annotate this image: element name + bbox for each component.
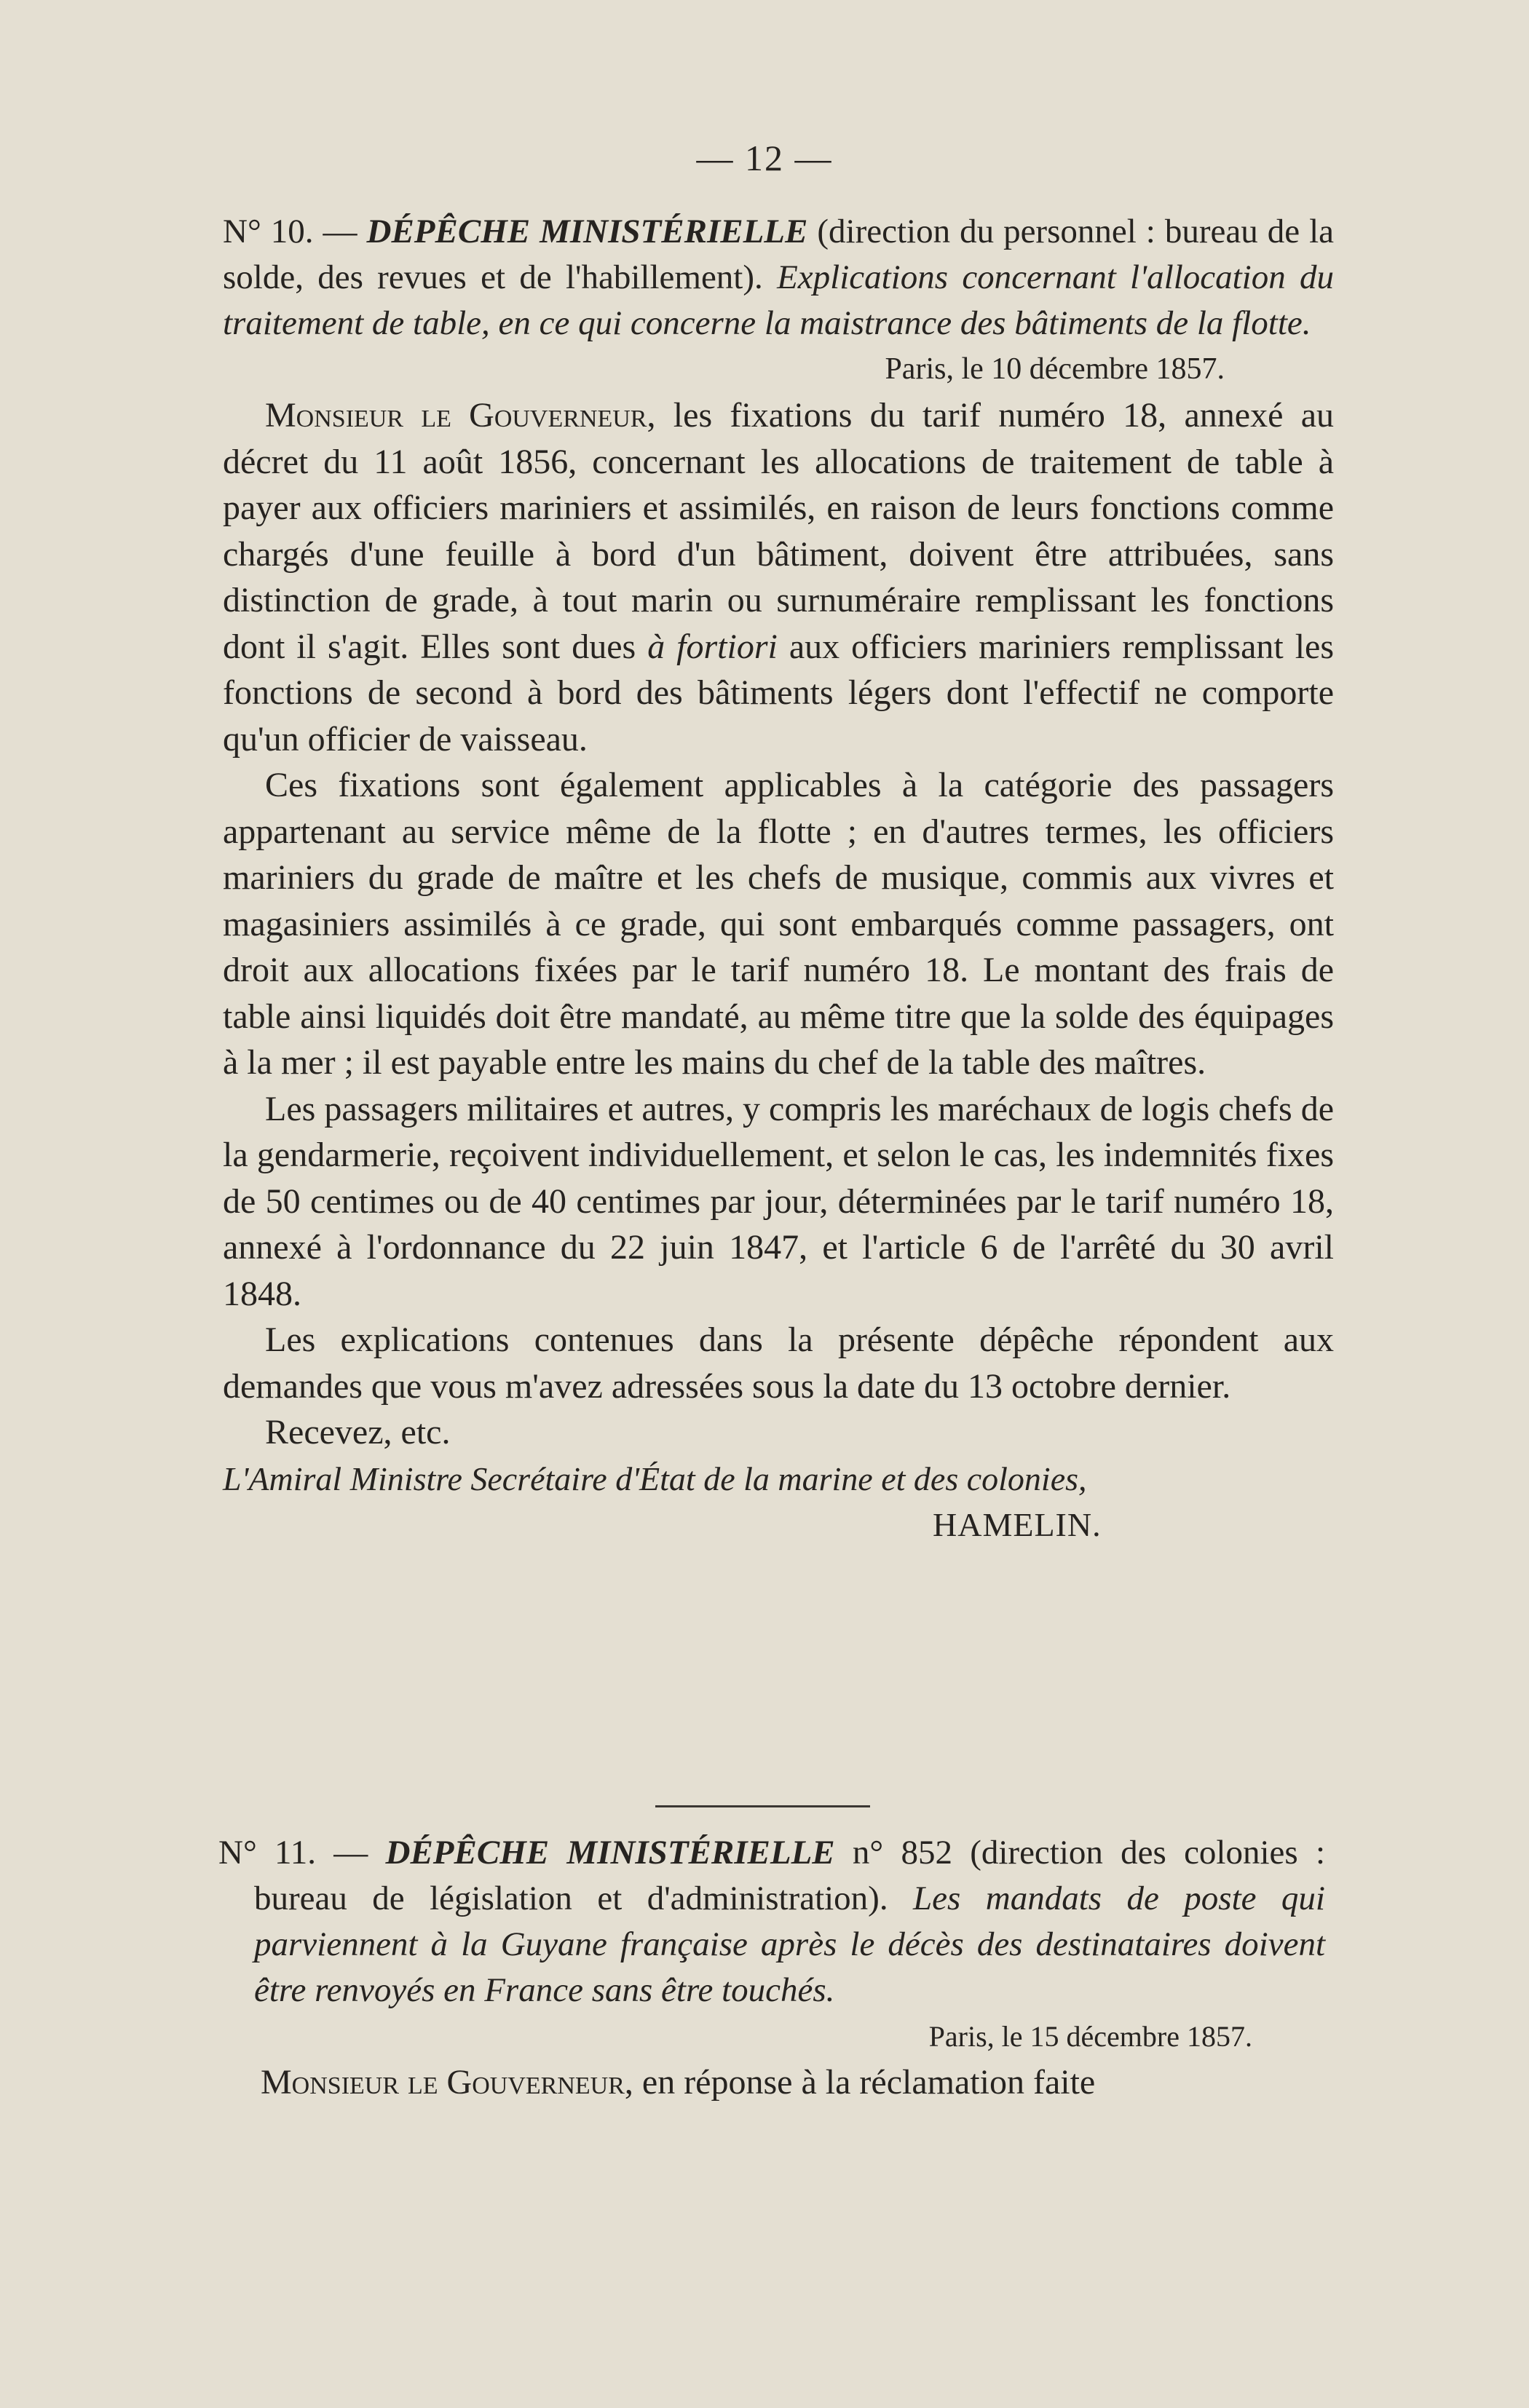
entry-10-signature-title: L'Amiral Ministre Secrétaire d'État de la marine et des colonies, bbox=[223, 1460, 1087, 1497]
entry-10-direction: (direction du personnel : bureau de la solde, des revues et de l'habillement). bbox=[223, 213, 1334, 296]
entry-11-opening-text: en réponse à la réclamation faite bbox=[641, 2063, 1096, 2102]
entry-11-salutation: Monsieur le Gouverneur, bbox=[261, 2063, 633, 2102]
entry-11-direction: n° 852 (direction des colonies : bureau de législation et d'administration). bbox=[254, 1834, 1326, 1917]
entry-10 bbox=[223, 209, 1334, 1548]
entry-10-paragraph-1 bbox=[223, 392, 1334, 762]
entry-10-latin-phrase: à fortiori bbox=[647, 627, 778, 666]
entry-11-title: DÉPÊCHE MINISTÉRIELLE bbox=[385, 1834, 835, 1872]
entry-10-paragraph-2: Ces fixations sont également applicables à la catégorie des passagers appartenant au service même de la flotte ; en d'autres termes, les officiers mariniers du grade de maître et les chefs de musique, commis aux vivres et magasiniers assimilés à ce grade, qui sont embarqués comme passagers, ont droit aux allocations fixées par le tarif numéro 18. Le montant des frais de table ainsi liquidés doit être mandaté, au même titre que la solde des équipages à la mer ; il est payable entre les mains du chef de la table des maîtres. bbox=[223, 766, 1334, 1082]
entry-10-closing: Recevez, etc. bbox=[265, 1413, 451, 1451]
entry-11-subject: Les mandats de poste qui parviennent à la Guyane française après le décès des destinataires doivent être renvoyés en France sans être touchés. bbox=[254, 1880, 1325, 2009]
entry-10-subject: Explications concernant l'allocation du traitement de table, en ce qui concerne la maistrance des bâtiments de la flotte. bbox=[223, 258, 1335, 342]
entry-11-dateline: Paris, le 15 décembre 1857. bbox=[928, 2020, 1252, 2053]
entry-10-paragraph-4: Les explications contenues dans la présente dépêche répondent aux demandes que vous m'avez adressées sous la date du 13 octobre dernier. bbox=[223, 1320, 1334, 1406]
entry-11 bbox=[218, 1830, 1325, 2106]
entry-10-signature-name: HAMELIN. bbox=[933, 1505, 1102, 1543]
entry-10-salutation: Monsieur le Gouverneur, bbox=[265, 396, 656, 435]
entry-10-dateline: Paris, le 10 décembre 1857. bbox=[885, 352, 1225, 386]
entry-10-paragraph-1-text: les fixations du tarif numéro 18, annexé au décret du 11 août 1856, concernant les allocations de traitement de table à payer aux officiers mariniers et assimilés, en raison de leurs fonctions comme chargés d'une feuille à bord d'un bâtiment, doivent être attribuées, sans distinction de grade, à tout marin ou surnuméraire remplissant les fonctions dont il s'agit. Elles sont dues bbox=[223, 396, 1334, 666]
section-divider bbox=[655, 1805, 870, 1807]
entry-10-title: DÉPÊCHE MINISTÉRIELLE bbox=[366, 213, 808, 250]
entry-11-heading bbox=[218, 1830, 1325, 2013]
entry-10-number: N° 10. — bbox=[223, 213, 357, 250]
entry-10-paragraph-1-end: aux officiers mariniers remplissant les fonctions de second à bord des bâtiments légers dont l'effectif ne comporte qu'un officier de vaisseau. bbox=[223, 627, 1335, 759]
entry-11-paragraph-1 bbox=[218, 2059, 1325, 2106]
page-number: — 12 — bbox=[696, 138, 833, 178]
entry-10-heading bbox=[223, 209, 1334, 346]
entry-11-number: N° 11. — bbox=[218, 1834, 368, 1872]
entry-10-paragraph-3: Les passagers militaires et autres, y compris les maréchaux de logis chefs de la gendarmerie, reçoivent individuellement, et selon le cas, les indemnités fixes de 50 centimes ou de 40 centimes par jour, déterminées par le tarif numéro 18, annexé à l'ordonnance du 22 juin 1847, et l'article 6 de l'arrêté du 30 avril 1848. bbox=[223, 1089, 1334, 1313]
